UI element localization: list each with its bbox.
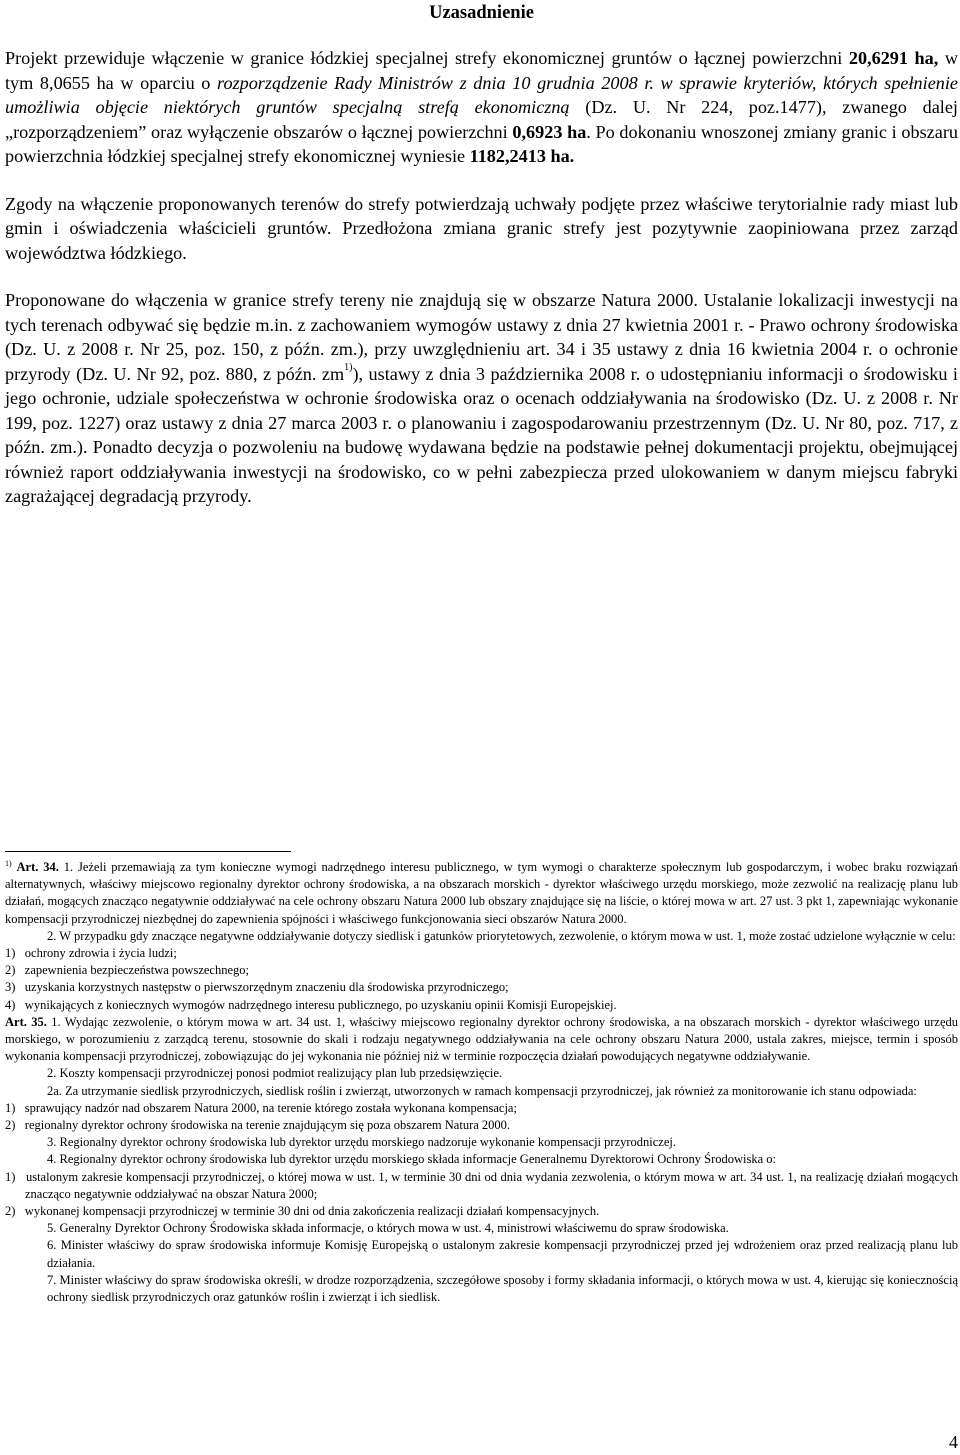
footnote-art35-5: 5. Generalny Dyrektor Ochrony Środowiska składa informacje, o których mowa w ust. 4, ministrowi właściwemu do spraw środowiska. [47,1221,729,1236]
list-item: 4) wynikających z koniecznych wymogów nadrzędnego interesu publicznego, po uzyskaniu opinii Komisji Europejskiej. [5,997,617,1012]
p3-text: Proponowane do włączenia w granice strefy tereny nie znajdują się w obszarze Natura 2000. Ustalanie lokalizacji inwestycji na tych terenach odbywać się będzie m.in. z zachowaniem wymogów ustawy z dnia 27 kwietnia 2001 r. - Prawo ochrony środowiska (Dz. U. z 2008 r. Nr 25, poz. 150, z późn. zm.), przy uwzględnieniu art. 34 i 35 ustawy z dnia 16 kwietnia 2004 r. o ochronie przyrody (Dz. U. Nr 92, poz. 880, z późn. zm [5,290,958,384]
footnote-reference: 1) [344,361,353,373]
list-item: 2) wykonanej kompensacji przyrodniczej w terminie 30 dni od dnia zakończenia realizacji działań kompensacyjnych. [5,1204,600,1219]
footnote-art35-1 [5,1014,958,1066]
document-page [5,0,958,509]
p1-text: . Po dokonaniu wnoszonej zmiany granic i obszaru powierzchnia łódzkiej specjalnej strefy ekonomicznej wyniesie [5,121,958,166]
p1-text: (Dz. U. Nr 224, poz.1477), zwanego dalej „rozporządzeniem” oraz wyłączenie obszarów o łącznej powierzchni [5,97,958,142]
page-number: 4 [949,1432,958,1452]
footnote-separator [5,851,291,852]
p1-text: w tym 8,0655 ha w oparciu o [5,48,958,93]
paragraph-2: Zgody na włączenie proponowanych terenów do strefy potwierdzają uchwały podjęte przez właściwe terytorialnie rady miast lub gmin i oświadczenia właścicieli gruntów. Przedłożona zmiana granic strefy jest pozytywnie zaopiniowana przez zarząd województwa łódzkiego. [5,193,958,263]
paragraph-1 [5,46,958,169]
art34-para-1: 1. Jeżeli przemawiają za tym konieczne wymogi nadrzędnego interesu publicznego, w tym wymogi o charakterze społecznym lub gospodarczym, i wobec braku rozwiązań alternatywnych, właściwy miejscowo regionalny dyrektor ochrony środowiska, a na obszarach morskich - dyrektor właściwego urzędu morskiego, może zezwolić na realizację planu lub działań, mogących znacząco negatywnie oddziaływać na cele ochrony obszaru Natura 2000 lub obszary znajdujące się na liście, o której mowa w art. 27 ust. 3 pkt 1, zapewniając wykonanie kompensacji przyrodniczej niezbędnej do zapewnienia spójności i właściwego funkcjonowania sieci obszarów Natura 2000. [5,860,959,926]
footnote-art35-6: 6. Minister właściwy do spraw środowiska informuje Komisję Europejską o ustalonym zakresie kompensacji przyrodniczej przed jej wdrożeniem oraz przed realizacją planu lub działania. [47,1238,958,1270]
footnote [5,859,958,1306]
p3-text: ), ustawy z dnia 3 października 2008 r. o udostępnianiu informacji o środowisku i jego ochronie, udziale społeczeństwa w ochronie środowiska oraz o ocenach oddziaływania na środowisko (Dz. U. z 2008 r. Nr 199, poz. 1227) oraz ustawy z dnia 27 marca 2003 r. o planowaniu i zagospodarowaniu przestrzennym (Dz. U. Nr 80, poz. 717, z późn. zm.). Ponadto decyzja o pozwoleniu na budowę wydawana będzie na podstawie pełnej dokumentacji projektu, obejmującej również raport oddziaływania inwestycji na środowisko, co w pełni zabezpiecza przed ulokowaniem w danym miejscu fabryki zagrażającej degradacją przyrody. [5,363,958,506]
p1-total-area-bold: 1182,2413 ha. [469,146,575,166]
art35-para-1: 1. Wydając zezwolenie, o którym mowa w art. 34 ust. 1, właściwy miejscowo regionalny dyrektor ochrony środowiska, a na obszarach morskich - dyrektor właściwego urzędu morskiego, w porozumieniu z zarządcą terenu, stosownie do skali i rodzaju negatywnego oddziaływania na cele ochrony obszaru Natura 2000, ustala zakres, miejsce, termin i sposób wykonania kompensacji przyrodniczej, zobowiązując do jej wykonania nie później niż w terminie rozpoczęcia działań powodujących negatywne oddziaływanie. [5,1014,958,1064]
footnote-art35-3: 3. Regionalny dyrektor ochrony środowiska lub dyrektor urzędu morskiego nadzoruje wykonanie kompensacji przyrodniczej. [47,1135,676,1150]
document-title: Uzasadnienie [429,3,534,23]
footnote-art34-1 [5,859,958,928]
list-item: 1) sprawujący nadzór nad obszarem Natura 2000, na terenie którego została wykonana kompensacja; [5,1100,517,1115]
art35-label: Art. 35. [5,1014,47,1029]
art34-label: Art. 34. [16,860,59,874]
list-item: 1) ochrony zdrowia i życia ludzi; [5,946,177,961]
list-item: 2) zapewnienia bezpieczeństwa powszechnego; [5,963,249,978]
footnote-art35-7: 7. Minister właściwy do spraw środowiska określi, w drodze rozporządzenia, szczegółowe sposoby i formy składania informacji, o których mowa w ust. 4, kierując się koniecznością ochrony siedlisk przyrodniczych oraz gatunków roślin i zwierząt i ich siedlisk. [47,1272,958,1305]
footnote-art34-2: 2. W przypadku gdy znaczące negatywne oddziaływanie dotyczy siedlisk i gatunków priorytetowych, zezwolenie, o którym mowa w ust. 1, może zostać udzielone wyłącznie w celu: [47,928,956,943]
paragraph-3 [5,288,958,509]
footnote-art35-2a: 2a. Za utrzymanie siedlisk przyrodniczych, siedlisk roślin i zwierząt, utworzonych w ramach kompensacji przyrodniczej, jak również za monitorowanie ich stanu odpowiada: [47,1083,917,1098]
p1-excluded-area-bold: 0,6923 ha [512,121,587,142]
footnote-art35-4: 4. Regionalny dyrektor ochrony środowiska lub dyrektor urzędu morskiego składa informacje Generalnemu Dyrektorowi Ochrony Środowiska o: [47,1152,776,1167]
list-item: 1) ustalonym zakresie kompensacji przyrodniczej, o której mowa w ust. 1, w terminie 30 dni od dnia wydania zezwolenia, o którym mowa w art. 34 ust. 1, na realizację działań mogących znacząco negatywnie oddziaływać na obszar Natura 2000; [5,1169,958,1201]
list-item: 3) uzyskania korzystnych następstw o pierwszorzędnym znaczeniu dla środowiska przyrodniczego; [5,980,509,995]
p1-regulation-italic: rozporządzenie Rady Ministrów z dnia 10 grudnia 2008 r. w sprawie kryteriów, których spełnienie umożliwia objęcie niektórych gruntów specjalną strefą ekonomiczną [5,72,958,117]
p1-area-bold: 20,6291 ha, [848,48,939,68]
p1-text: Projekt przewiduje włączenie w granice łódzkiej specjalnej strefy ekonomicznej gruntów o łącznej powierzchni [5,48,849,68]
main-text [5,46,958,509]
footnote-marker: 1) [5,859,12,868]
list-item: 2) regionalny dyrektor ochrony środowiska na terenie znajdującym się poza obszarem Natura 2000. [5,1118,511,1133]
footnote-art35-2: 2. Koszty kompensacji przyrodniczej ponosi podmiot realizujący plan lub przedsięwzięcie. [47,1066,503,1081]
